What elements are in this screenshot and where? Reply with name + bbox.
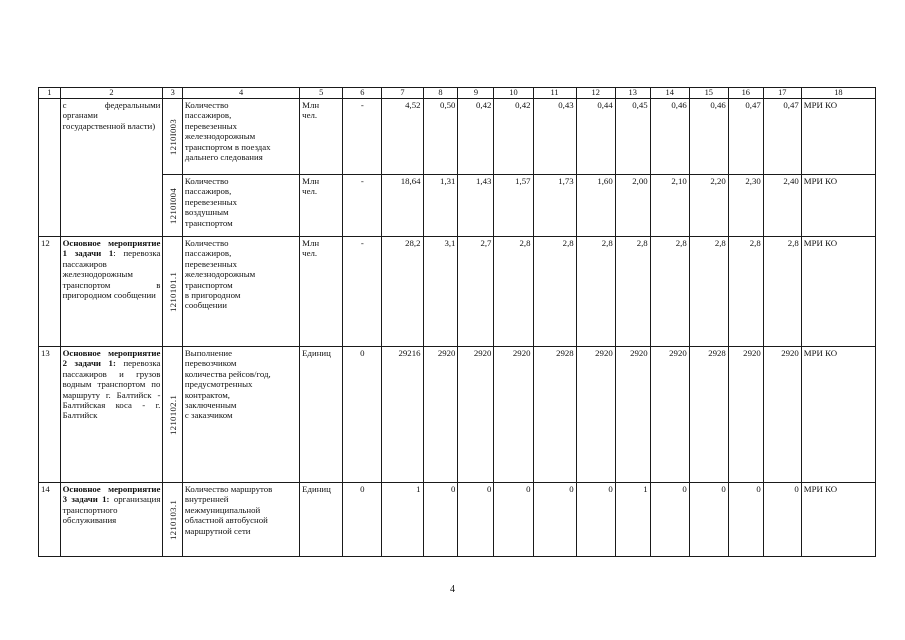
page-number: 4 [450, 584, 455, 595]
indicator-code-cell [163, 483, 183, 557]
col-header-12: 12 [576, 88, 615, 99]
value-cell-col-8: 3,1 [423, 237, 458, 347]
column-number-row [39, 88, 876, 99]
value-cell-col-8: 0 [423, 483, 458, 557]
activity-description: организация транспортного обслуживания [62, 494, 161, 526]
value-cell-col-7: 4,52 [382, 99, 423, 175]
row-number-cell [39, 99, 61, 237]
unit-cell: Единиц [300, 347, 343, 483]
executor-cell: МРИ КО [801, 99, 875, 175]
value-cell-col-12: 2920 [576, 347, 615, 483]
unit-cell: Млн чел. [300, 237, 343, 347]
value-cell-col-9: 0,42 [458, 99, 494, 175]
unit-cell: Млн чел. [300, 175, 343, 237]
table-row [39, 237, 876, 347]
value-cell-col-16: 0 [728, 483, 763, 557]
value-cell-col-12: 2,8 [576, 237, 615, 347]
value-cell-col-8: 1,31 [423, 175, 458, 237]
activity-cell [60, 483, 163, 557]
value-cell-col-6: 0 [343, 347, 382, 483]
table-row [39, 99, 876, 175]
table-row [39, 175, 876, 237]
value-cell-col-9: 2920 [458, 347, 494, 483]
activity-cell [60, 347, 163, 483]
col-header-17: 17 [763, 88, 801, 99]
value-cell-col-9: 1,43 [458, 175, 494, 237]
indicator-name-cell: Количество пассажиров, перевезенных железнодорожным транспортом в пригородном сообщении [182, 237, 299, 347]
value-cell-col-10: 1,57 [494, 175, 533, 237]
activity-description: : перевозка пассажиров железнодорожным транспортом в пригородном сообщении [62, 248, 161, 300]
table-row [39, 347, 876, 483]
col-header-3: 3 [163, 88, 183, 99]
col-header-1: 1 [39, 88, 61, 99]
value-cell-col-15: 2,8 [689, 237, 728, 347]
value-cell-col-14: 0,46 [650, 99, 689, 175]
indicator-code-cell [163, 175, 183, 237]
col-header-7: 7 [382, 88, 423, 99]
value-cell-col-17: 2,8 [763, 237, 801, 347]
row-number-cell: 12 [39, 237, 61, 347]
executor-cell: МРИ КО [801, 483, 875, 557]
col-header-18: 18 [801, 88, 875, 99]
col-header-6: 6 [343, 88, 382, 99]
value-cell-col-7: 28,2 [382, 237, 423, 347]
value-cell-col-10: 2,8 [494, 237, 533, 347]
col-header-2: 2 [60, 88, 163, 99]
indicator-name-cell: Количество маршрутов внутренней межмуниципальной областной автобусной маршрутной сети [182, 483, 299, 557]
col-header-8: 8 [423, 88, 458, 99]
value-cell-col-8: 0,50 [423, 99, 458, 175]
value-cell-col-13: 0,45 [615, 99, 650, 175]
value-cell-col-10: 2920 [494, 347, 533, 483]
value-cell-col-7: 1 [382, 483, 423, 557]
value-cell-col-11: 1,73 [533, 175, 576, 237]
value-cell-col-6: - [343, 237, 382, 347]
value-cell-col-12: 0,44 [576, 99, 615, 175]
value-cell-col-14: 0 [650, 483, 689, 557]
value-cell-col-7: 29216 [382, 347, 423, 483]
value-cell-col-15: 2,20 [689, 175, 728, 237]
row-number-cell: 13 [39, 347, 61, 483]
value-cell-col-16: 2,8 [728, 237, 763, 347]
col-header-5: 5 [300, 88, 343, 99]
table-row [39, 483, 876, 557]
activity-title: Основное мероприятие 3 задачи 1: [62, 484, 161, 505]
value-cell-col-16: 0,47 [728, 99, 763, 175]
col-header-13: 13 [615, 88, 650, 99]
value-cell-col-16: 2,30 [728, 175, 763, 237]
value-cell-col-13: 2,8 [615, 237, 650, 347]
indicator-code-cell [163, 237, 183, 347]
unit-cell: Млн чел. [300, 99, 343, 175]
indicator-table [38, 87, 876, 557]
value-cell-col-6: 0 [343, 483, 382, 557]
value-cell-col-15: 0 [689, 483, 728, 557]
value-cell-col-13: 2920 [615, 347, 650, 483]
value-cell-col-9: 0 [458, 483, 494, 557]
indicator-code-cell [163, 99, 183, 175]
value-cell-col-17: 2,40 [763, 175, 801, 237]
indicator-name-cell: Количество пассажиров, перевезенных железнодорожным транспортом в поездах дальнего следования [182, 99, 299, 175]
col-header-4: 4 [182, 88, 299, 99]
value-cell-col-8: 2920 [423, 347, 458, 483]
value-cell-col-13: 1 [615, 483, 650, 557]
value-cell-col-12: 0 [576, 483, 615, 557]
indicator-code: 1210I004 [167, 187, 178, 224]
activity-cell [60, 237, 163, 347]
value-cell-col-11: 0,43 [533, 99, 576, 175]
col-header-15: 15 [689, 88, 728, 99]
indicator-code: 1210I003 [167, 118, 178, 155]
value-cell-col-7: 18,64 [382, 175, 423, 237]
value-cell-col-11: 0 [533, 483, 576, 557]
value-cell-col-12: 1,60 [576, 175, 615, 237]
activity-title: Основное мероприятие 2 задачи 1: [62, 348, 161, 369]
executor-cell: МРИ КО [801, 175, 875, 237]
indicator-name-cell: Выполнение перевозчиком количества рейсов/год, предусмотренных контрактом, заключенным с заказчиком [182, 347, 299, 483]
value-cell-col-13: 2,00 [615, 175, 650, 237]
value-cell-col-14: 2,8 [650, 237, 689, 347]
value-cell-col-17: 0,47 [763, 99, 801, 175]
value-cell-col-6: - [343, 175, 382, 237]
indicator-name-cell: Количество пассажиров, перевезенных воздушным транспортом [182, 175, 299, 237]
value-cell-col-17: 0 [763, 483, 801, 557]
executor-cell: МРИ КО [801, 237, 875, 347]
row-number-cell: 14 [39, 483, 61, 557]
indicator-code-cell [163, 347, 183, 483]
activity-title: Основное мероприятие 1 задачи 1 [62, 238, 161, 259]
activity-cell: с федеральными органами государственной власти) [60, 99, 163, 237]
indicator-code: 1210102.1 [167, 394, 178, 435]
activity-description: перевозка пассажиров и грузов водным транспортом по маршруту г. Балтийск - Балтийская коса - г. Балтийск [62, 358, 161, 421]
col-header-16: 16 [728, 88, 763, 99]
value-cell-col-10: 0,42 [494, 99, 533, 175]
indicator-code: 1210101.1 [167, 271, 178, 312]
value-cell-col-15: 0,46 [689, 99, 728, 175]
indicator-code: 1210103.1 [167, 499, 178, 540]
col-header-14: 14 [650, 88, 689, 99]
value-cell-col-11: 2,8 [533, 237, 576, 347]
value-cell-col-17: 2920 [763, 347, 801, 483]
value-cell-col-11: 2928 [533, 347, 576, 483]
col-header-9: 9 [458, 88, 494, 99]
value-cell-col-16: 2920 [728, 347, 763, 483]
value-cell-col-14: 2,10 [650, 175, 689, 237]
value-cell-col-14: 2920 [650, 347, 689, 483]
value-cell-col-10: 0 [494, 483, 533, 557]
col-header-11: 11 [533, 88, 576, 99]
value-cell-col-15: 2928 [689, 347, 728, 483]
col-header-10: 10 [494, 88, 533, 99]
value-cell-col-6: - [343, 99, 382, 175]
unit-cell: Единиц [300, 483, 343, 557]
executor-cell: МРИ КО [801, 347, 875, 483]
value-cell-col-9: 2,7 [458, 237, 494, 347]
